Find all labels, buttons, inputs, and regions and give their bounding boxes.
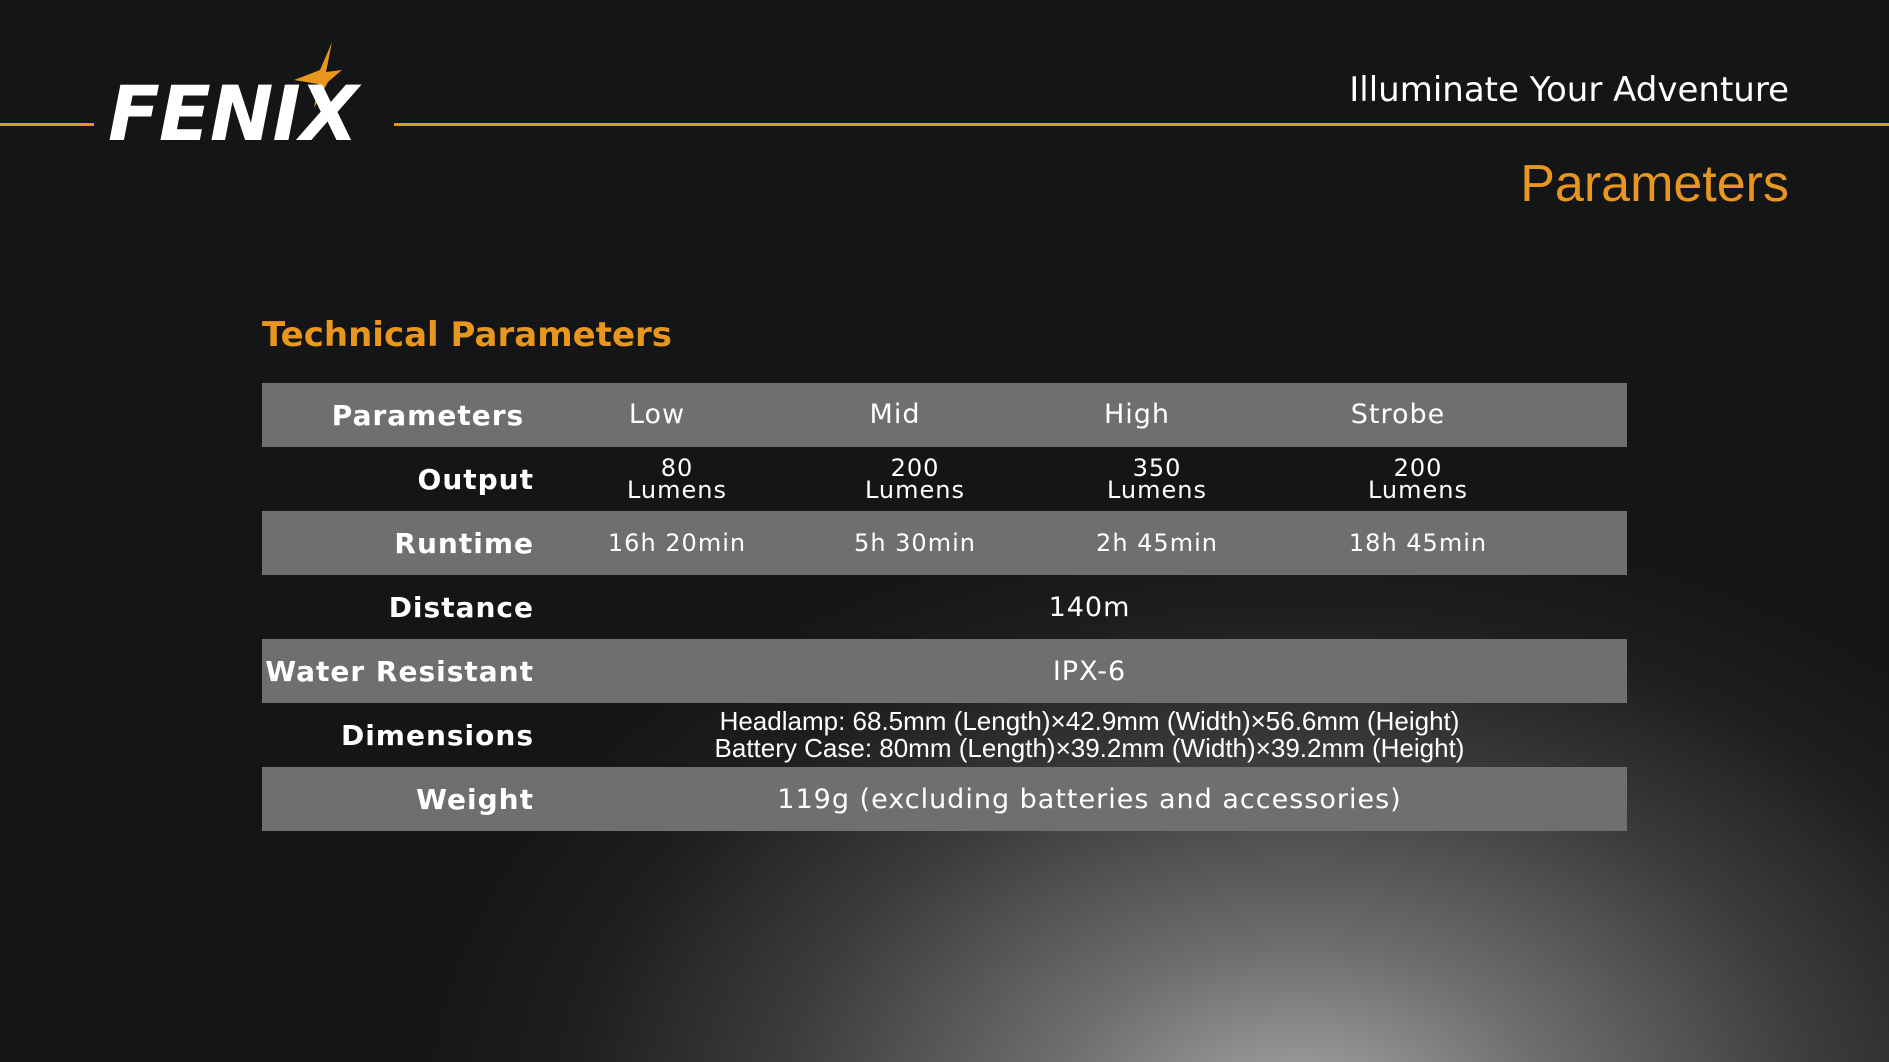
section-title: Technical Parameters	[262, 315, 673, 355]
runtime-values	[534, 529, 1627, 557]
mode-high: High	[1103, 399, 1171, 430]
runtime-mid: 5h 30min	[854, 529, 976, 557]
logo-wordmark: FENIX	[108, 69, 358, 158]
water-resistant-label: Water Resistant	[265, 654, 534, 688]
dimensions-label: Dimensions	[340, 718, 534, 752]
output-row	[262, 447, 1627, 511]
runtime-row	[262, 511, 1627, 575]
output-high-unit: Lumens	[1106, 476, 1208, 504]
parameters-table	[262, 383, 1627, 831]
output-low-unit: Lumens	[626, 476, 728, 504]
distance-value: 140m	[1048, 591, 1131, 623]
header-rule-left	[0, 123, 94, 126]
dimensions-value	[552, 708, 1627, 762]
output-mid-num: 200	[890, 454, 940, 482]
runtime-label: Runtime	[394, 526, 534, 560]
runtime-low: 16h 20min	[607, 529, 747, 557]
mode-mid: Mid	[869, 399, 921, 430]
header-label: Parameters	[331, 398, 525, 432]
distance-label: Distance	[388, 590, 534, 624]
output-strobe-num: 200	[1393, 454, 1443, 482]
output-strobe	[1281, 454, 1555, 504]
fenix-logo	[108, 40, 388, 158]
tagline: Illuminate Your Adventure	[1349, 70, 1789, 110]
table-header-row	[262, 383, 1627, 447]
dimensions-battery-case: Battery Case: 80mm (Length)×39.2mm (Width)×39.2mm (Height)	[714, 733, 1465, 763]
mode-low: Low	[628, 399, 686, 430]
weight-label: Weight	[416, 782, 534, 816]
output-mid	[797, 454, 1033, 504]
output-strobe-unit: Lumens	[1367, 476, 1469, 504]
output-label: Output	[417, 462, 534, 496]
runtime-strobe: 18h 45min	[1348, 529, 1488, 557]
weight-value: 119g (excluding batteries and accessories)	[777, 783, 1402, 815]
output-high-num: 350	[1132, 454, 1182, 482]
header-rule-right	[394, 123, 1889, 126]
water-resistant-value: IPX-6	[1052, 655, 1127, 687]
output-mid-unit: Lumens	[864, 476, 966, 504]
dimensions-headlamp: Headlamp: 68.5mm (Length)×42.9mm (Width)×56.6mm (Height)	[719, 706, 1460, 736]
header-modes	[614, 399, 1627, 430]
output-low	[557, 454, 797, 504]
page-title: Parameters	[1520, 155, 1789, 213]
weight-row	[262, 767, 1627, 831]
output-high	[1033, 454, 1281, 504]
distance-row	[262, 575, 1627, 639]
water-resistant-row	[262, 639, 1627, 703]
runtime-high: 2h 45min	[1096, 529, 1218, 557]
output-values	[534, 454, 1627, 504]
dimensions-row	[262, 703, 1627, 767]
output-low-num: 80	[660, 454, 694, 482]
mode-strobe: Strobe	[1350, 399, 1446, 430]
